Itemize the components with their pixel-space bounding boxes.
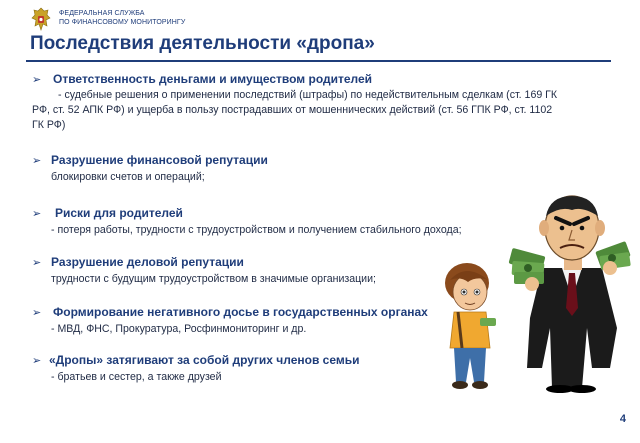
item-title: Ответственность деньгами и имуществом родителей xyxy=(53,72,373,86)
title-divider xyxy=(26,60,611,62)
org-header xyxy=(30,6,185,32)
page-number: 4 xyxy=(619,413,626,425)
item-text: - потеря работы, трудности с трудоустройством и получением стабильного дохода; xyxy=(51,224,462,236)
item-title: «Дропы» затягивают за собой других членов семьи xyxy=(49,353,360,367)
item-text: ГК РФ) xyxy=(32,119,66,131)
boy-figure xyxy=(445,263,496,389)
org-name-line2: ПО ФИНАНСОВОМУ МОНИТОРИНГУ xyxy=(59,19,186,26)
item-text: блокировки счетов и операций; xyxy=(51,171,205,183)
item-title: Разрушение деловой репутации xyxy=(51,255,244,269)
bullet-icon: ➢ xyxy=(32,257,42,269)
item-text: трудности с будущим трудоустройством в значимые организации; xyxy=(51,273,376,285)
item-text: - судебные решения о применении последствий (штрафы) по недействительным сделкам (ст. 169 ГК xyxy=(58,89,558,101)
criminal-man-with-money-and-boy-illustration xyxy=(432,188,632,393)
bullet-icon: ➢ xyxy=(32,208,42,220)
bullet-icon: ➢ xyxy=(32,355,42,367)
item-title: Разрушение финансовой репутации xyxy=(51,153,268,167)
item-title: Формирование негативного досье в государственных органах xyxy=(53,305,428,319)
bullet-icon: ➢ xyxy=(32,74,42,86)
russian-coat-of-arms-icon xyxy=(30,6,52,32)
page-title: Последствия деятельности «дропа» xyxy=(30,33,375,54)
item-title: Риски для родителей xyxy=(55,206,183,220)
money-stack-left xyxy=(509,248,546,284)
bullet-icon: ➢ xyxy=(32,307,42,319)
item-text: - МВД, ФНС, Прокуратура, Росфинмониторинг и др. xyxy=(51,323,307,335)
org-name-line1: ФЕДЕРАЛЬНАЯ СЛУЖБА xyxy=(59,10,145,17)
item-text: РФ, ст. 52 АПК РФ) и ущерба в пользу пострадавших от мошеннических действий (ст. 56 ГПК РФ, ст. 1102 xyxy=(32,104,553,116)
item-text: - братьев и сестер, а также друзей xyxy=(51,371,222,383)
bullet-icon: ➢ xyxy=(32,155,42,167)
